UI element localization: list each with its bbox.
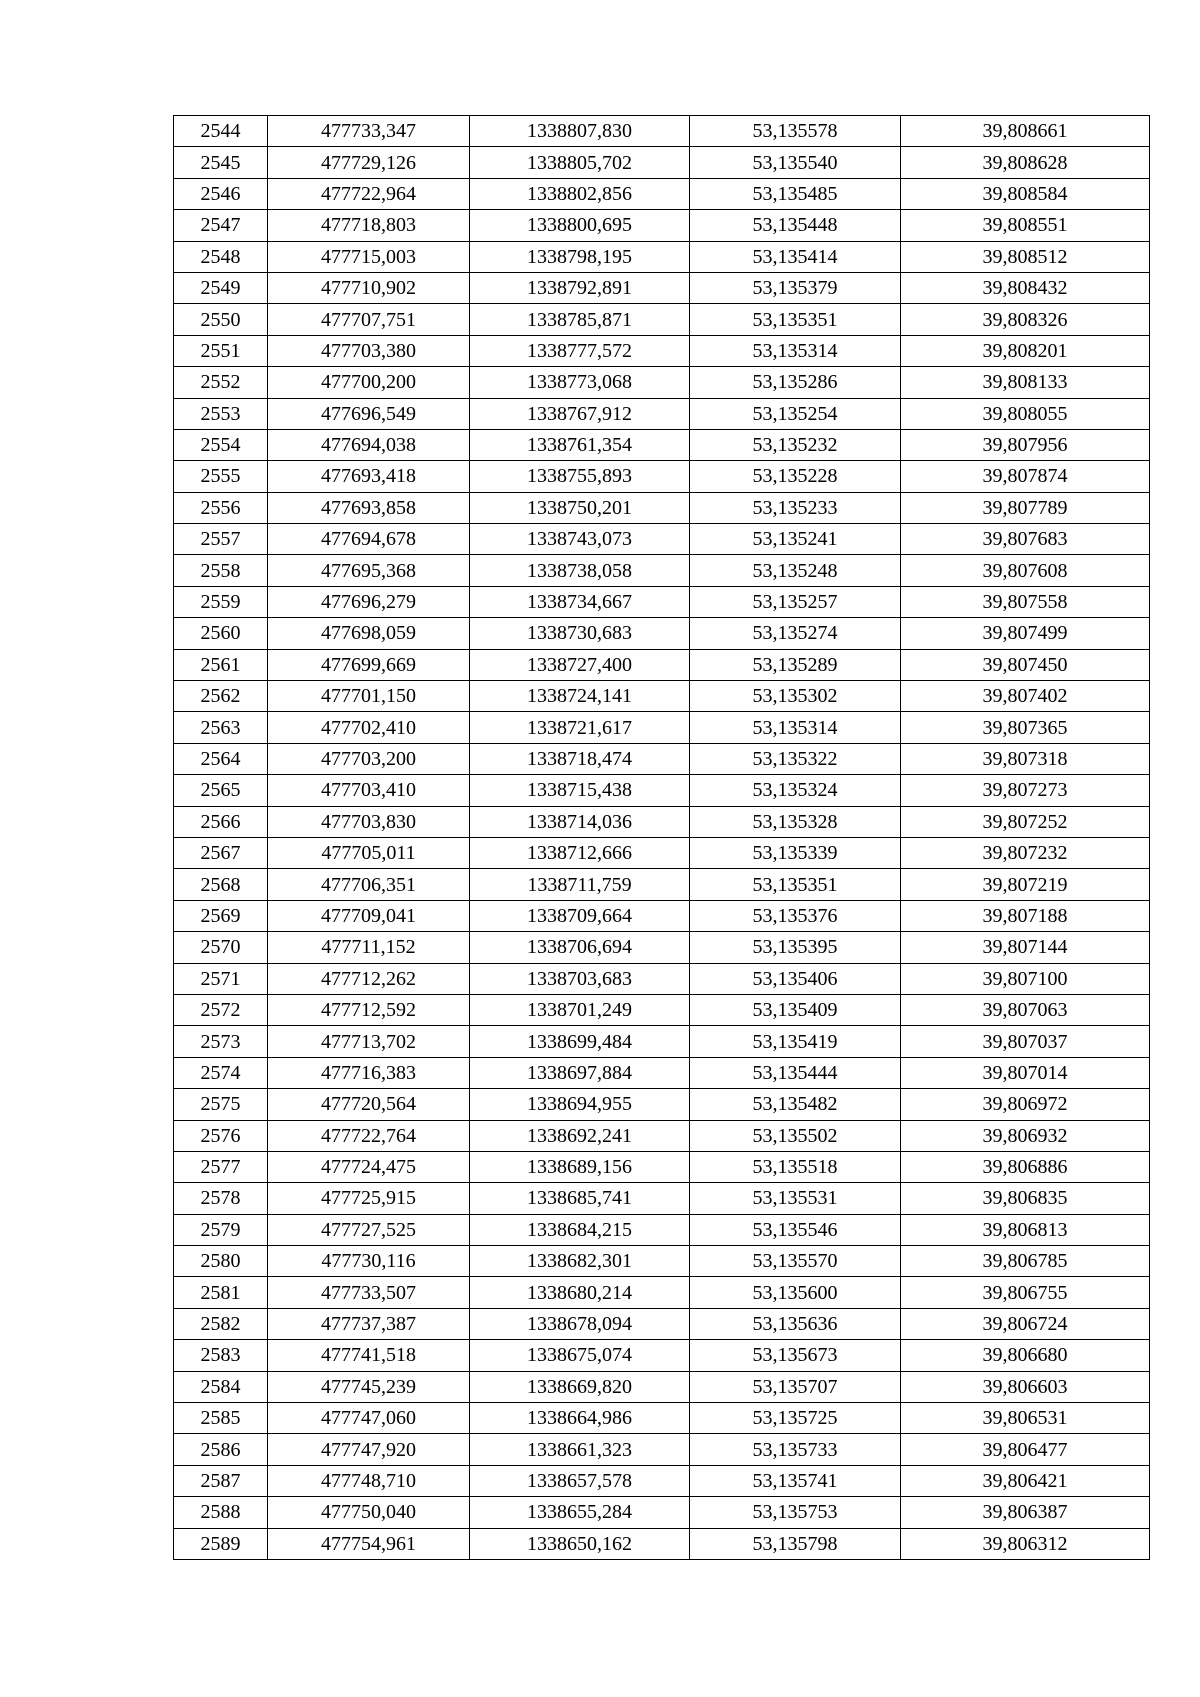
- y-coordinate-cell: 1338706,694: [470, 932, 690, 963]
- table-row: [174, 775, 1150, 806]
- latitude-cell: 53,135376: [690, 900, 901, 931]
- x-coordinate-cell: 477741,518: [268, 1340, 470, 1371]
- table-row: [174, 1120, 1150, 1151]
- table-row: [174, 555, 1150, 586]
- x-coordinate-cell: 477733,347: [268, 116, 470, 147]
- y-coordinate-cell: 1338689,156: [470, 1151, 690, 1182]
- y-coordinate-cell: 1338682,301: [470, 1246, 690, 1277]
- table-row: [174, 272, 1150, 303]
- longitude-cell: 39,807450: [901, 649, 1150, 680]
- longitude-cell: 39,807789: [901, 492, 1150, 523]
- y-coordinate-cell: 1338701,249: [470, 994, 690, 1025]
- table-row: [174, 932, 1150, 963]
- y-coordinate-cell: 1338734,667: [470, 586, 690, 617]
- point-number-cell: 2584: [174, 1371, 268, 1402]
- x-coordinate-cell: 477696,279: [268, 586, 470, 617]
- y-coordinate-cell: 1338777,572: [470, 335, 690, 366]
- longitude-cell: 39,807683: [901, 524, 1150, 555]
- table-row: [174, 241, 1150, 272]
- latitude-cell: 53,135707: [690, 1371, 901, 1402]
- x-coordinate-cell: 477706,351: [268, 869, 470, 900]
- table-row: [174, 1246, 1150, 1277]
- x-coordinate-cell: 477703,380: [268, 335, 470, 366]
- longitude-cell: 39,807014: [901, 1057, 1150, 1088]
- point-number-cell: 2587: [174, 1465, 268, 1496]
- latitude-cell: 53,135485: [690, 178, 901, 209]
- y-coordinate-cell: 1338669,820: [470, 1371, 690, 1402]
- latitude-cell: 53,135314: [690, 712, 901, 743]
- longitude-cell: 39,806387: [901, 1497, 1150, 1528]
- x-coordinate-cell: 477720,564: [268, 1089, 470, 1120]
- point-number-cell: 2572: [174, 994, 268, 1025]
- point-number-cell: 2570: [174, 932, 268, 963]
- longitude-cell: 39,807273: [901, 775, 1150, 806]
- point-number-cell: 2581: [174, 1277, 268, 1308]
- longitude-cell: 39,807063: [901, 994, 1150, 1025]
- table-row: [174, 367, 1150, 398]
- point-number-cell: 2546: [174, 178, 268, 209]
- table-row: [174, 1183, 1150, 1214]
- x-coordinate-cell: 477745,239: [268, 1371, 470, 1402]
- table-row: [174, 335, 1150, 366]
- latitude-cell: 53,135233: [690, 492, 901, 523]
- longitude-cell: 39,807037: [901, 1026, 1150, 1057]
- point-number-cell: 2583: [174, 1340, 268, 1371]
- latitude-cell: 53,135314: [690, 335, 901, 366]
- point-number-cell: 2564: [174, 743, 268, 774]
- y-coordinate-cell: 1338805,702: [470, 147, 690, 178]
- longitude-cell: 39,806477: [901, 1434, 1150, 1465]
- x-coordinate-cell: 477694,678: [268, 524, 470, 555]
- y-coordinate-cell: 1338718,474: [470, 743, 690, 774]
- point-number-cell: 2563: [174, 712, 268, 743]
- longitude-cell: 39,806755: [901, 1277, 1150, 1308]
- latitude-cell: 53,135444: [690, 1057, 901, 1088]
- x-coordinate-cell: 477724,475: [268, 1151, 470, 1182]
- longitude-cell: 39,806813: [901, 1214, 1150, 1245]
- y-coordinate-cell: 1338743,073: [470, 524, 690, 555]
- latitude-cell: 53,135414: [690, 241, 901, 272]
- point-number-cell: 2561: [174, 649, 268, 680]
- point-number-cell: 2549: [174, 272, 268, 303]
- point-number-cell: 2568: [174, 869, 268, 900]
- x-coordinate-cell: 477725,915: [268, 1183, 470, 1214]
- table-row: [174, 1528, 1150, 1559]
- table-row: [174, 869, 1150, 900]
- x-coordinate-cell: 477712,262: [268, 963, 470, 994]
- latitude-cell: 53,135302: [690, 681, 901, 712]
- point-number-cell: 2552: [174, 367, 268, 398]
- x-coordinate-cell: 477712,592: [268, 994, 470, 1025]
- y-coordinate-cell: 1338755,893: [470, 461, 690, 492]
- x-coordinate-cell: 477693,418: [268, 461, 470, 492]
- longitude-cell: 39,808512: [901, 241, 1150, 272]
- point-number-cell: 2574: [174, 1057, 268, 1088]
- y-coordinate-cell: 1338709,664: [470, 900, 690, 931]
- coordinates-table-body: [174, 116, 1150, 1560]
- y-coordinate-cell: 1338727,400: [470, 649, 690, 680]
- point-number-cell: 2576: [174, 1120, 268, 1151]
- table-row: [174, 1277, 1150, 1308]
- latitude-cell: 53,135798: [690, 1528, 901, 1559]
- x-coordinate-cell: 477694,038: [268, 429, 470, 460]
- longitude-cell: 39,807956: [901, 429, 1150, 460]
- table-row: [174, 304, 1150, 335]
- point-number-cell: 2558: [174, 555, 268, 586]
- latitude-cell: 53,135518: [690, 1151, 901, 1182]
- longitude-cell: 39,806603: [901, 1371, 1150, 1402]
- longitude-cell: 39,806421: [901, 1465, 1150, 1496]
- point-number-cell: 2557: [174, 524, 268, 555]
- longitude-cell: 39,807499: [901, 618, 1150, 649]
- table-row: [174, 1089, 1150, 1120]
- y-coordinate-cell: 1338680,214: [470, 1277, 690, 1308]
- point-number-cell: 2547: [174, 210, 268, 241]
- point-number-cell: 2553: [174, 398, 268, 429]
- table-row: [174, 1434, 1150, 1465]
- longitude-cell: 39,806972: [901, 1089, 1150, 1120]
- point-number-cell: 2555: [174, 461, 268, 492]
- y-coordinate-cell: 1338792,891: [470, 272, 690, 303]
- latitude-cell: 53,135257: [690, 586, 901, 617]
- latitude-cell: 53,135228: [690, 461, 901, 492]
- y-coordinate-cell: 1338657,578: [470, 1465, 690, 1496]
- latitude-cell: 53,135324: [690, 775, 901, 806]
- latitude-cell: 53,135395: [690, 932, 901, 963]
- point-number-cell: 2559: [174, 586, 268, 617]
- table-row: [174, 116, 1150, 147]
- latitude-cell: 53,135753: [690, 1497, 901, 1528]
- table-row: [174, 963, 1150, 994]
- table-row: [174, 492, 1150, 523]
- y-coordinate-cell: 1338730,683: [470, 618, 690, 649]
- y-coordinate-cell: 1338715,438: [470, 775, 690, 806]
- point-number-cell: 2577: [174, 1151, 268, 1182]
- longitude-cell: 39,807232: [901, 837, 1150, 868]
- x-coordinate-cell: 477729,126: [268, 147, 470, 178]
- longitude-cell: 39,806886: [901, 1151, 1150, 1182]
- x-coordinate-cell: 477750,040: [268, 1497, 470, 1528]
- point-number-cell: 2571: [174, 963, 268, 994]
- y-coordinate-cell: 1338684,215: [470, 1214, 690, 1245]
- x-coordinate-cell: 477711,152: [268, 932, 470, 963]
- point-number-cell: 2588: [174, 1497, 268, 1528]
- y-coordinate-cell: 1338694,955: [470, 1089, 690, 1120]
- table-row: [174, 743, 1150, 774]
- latitude-cell: 53,135289: [690, 649, 901, 680]
- point-number-cell: 2575: [174, 1089, 268, 1120]
- table-row: [174, 1308, 1150, 1339]
- x-coordinate-cell: 477748,710: [268, 1465, 470, 1496]
- x-coordinate-cell: 477718,803: [268, 210, 470, 241]
- longitude-cell: 39,807219: [901, 869, 1150, 900]
- x-coordinate-cell: 477722,964: [268, 178, 470, 209]
- longitude-cell: 39,807252: [901, 806, 1150, 837]
- longitude-cell: 39,808055: [901, 398, 1150, 429]
- table-row: [174, 429, 1150, 460]
- y-coordinate-cell: 1338773,068: [470, 367, 690, 398]
- latitude-cell: 53,135232: [690, 429, 901, 460]
- point-number-cell: 2580: [174, 1246, 268, 1277]
- x-coordinate-cell: 477722,764: [268, 1120, 470, 1151]
- table-row: [174, 210, 1150, 241]
- x-coordinate-cell: 477696,549: [268, 398, 470, 429]
- table-row: [174, 649, 1150, 680]
- point-number-cell: 2567: [174, 837, 268, 868]
- latitude-cell: 53,135241: [690, 524, 901, 555]
- table-row: [174, 1371, 1150, 1402]
- x-coordinate-cell: 477700,200: [268, 367, 470, 398]
- y-coordinate-cell: 1338678,094: [470, 1308, 690, 1339]
- x-coordinate-cell: 477733,507: [268, 1277, 470, 1308]
- x-coordinate-cell: 477703,200: [268, 743, 470, 774]
- table-row: [174, 461, 1150, 492]
- table-row: [174, 1214, 1150, 1245]
- x-coordinate-cell: 477705,011: [268, 837, 470, 868]
- x-coordinate-cell: 477727,525: [268, 1214, 470, 1245]
- latitude-cell: 53,135570: [690, 1246, 901, 1277]
- point-number-cell: 2544: [174, 116, 268, 147]
- latitude-cell: 53,135531: [690, 1183, 901, 1214]
- longitude-cell: 39,806835: [901, 1183, 1150, 1214]
- latitude-cell: 53,135322: [690, 743, 901, 774]
- latitude-cell: 53,135254: [690, 398, 901, 429]
- y-coordinate-cell: 1338800,695: [470, 210, 690, 241]
- table-row: [174, 837, 1150, 868]
- latitude-cell: 53,135351: [690, 304, 901, 335]
- y-coordinate-cell: 1338714,036: [470, 806, 690, 837]
- point-number-cell: 2585: [174, 1403, 268, 1434]
- point-number-cell: 2566: [174, 806, 268, 837]
- table-row: [174, 900, 1150, 931]
- y-coordinate-cell: 1338761,354: [470, 429, 690, 460]
- point-number-cell: 2569: [174, 900, 268, 931]
- y-coordinate-cell: 1338721,617: [470, 712, 690, 743]
- y-coordinate-cell: 1338685,741: [470, 1183, 690, 1214]
- longitude-cell: 39,807558: [901, 586, 1150, 617]
- longitude-cell: 39,806531: [901, 1403, 1150, 1434]
- latitude-cell: 53,135248: [690, 555, 901, 586]
- point-number-cell: 2556: [174, 492, 268, 523]
- table-row: [174, 1465, 1150, 1496]
- x-coordinate-cell: 477730,116: [268, 1246, 470, 1277]
- longitude-cell: 39,807318: [901, 743, 1150, 774]
- y-coordinate-cell: 1338798,195: [470, 241, 690, 272]
- y-coordinate-cell: 1338807,830: [470, 116, 690, 147]
- x-coordinate-cell: 477710,902: [268, 272, 470, 303]
- latitude-cell: 53,135482: [690, 1089, 901, 1120]
- y-coordinate-cell: 1338711,759: [470, 869, 690, 900]
- y-coordinate-cell: 1338785,871: [470, 304, 690, 335]
- x-coordinate-cell: 477737,387: [268, 1308, 470, 1339]
- x-coordinate-cell: 477702,410: [268, 712, 470, 743]
- longitude-cell: 39,806724: [901, 1308, 1150, 1339]
- table-row: [174, 1057, 1150, 1088]
- longitude-cell: 39,808133: [901, 367, 1150, 398]
- latitude-cell: 53,135733: [690, 1434, 901, 1465]
- point-number-cell: 2573: [174, 1026, 268, 1057]
- longitude-cell: 39,808326: [901, 304, 1150, 335]
- x-coordinate-cell: 477695,368: [268, 555, 470, 586]
- table-row: [174, 1340, 1150, 1371]
- point-number-cell: 2589: [174, 1528, 268, 1559]
- longitude-cell: 39,807100: [901, 963, 1150, 994]
- longitude-cell: 39,807365: [901, 712, 1150, 743]
- x-coordinate-cell: 477747,060: [268, 1403, 470, 1434]
- latitude-cell: 53,135578: [690, 116, 901, 147]
- table-row: [174, 994, 1150, 1025]
- table-row: [174, 712, 1150, 743]
- latitude-cell: 53,135406: [690, 963, 901, 994]
- longitude-cell: 39,806312: [901, 1528, 1150, 1559]
- longitude-cell: 39,807188: [901, 900, 1150, 931]
- latitude-cell: 53,135286: [690, 367, 901, 398]
- x-coordinate-cell: 477699,669: [268, 649, 470, 680]
- latitude-cell: 53,135540: [690, 147, 901, 178]
- y-coordinate-cell: 1338703,683: [470, 963, 690, 994]
- latitude-cell: 53,135419: [690, 1026, 901, 1057]
- y-coordinate-cell: 1338750,201: [470, 492, 690, 523]
- longitude-cell: 39,808584: [901, 178, 1150, 209]
- longitude-cell: 39,806932: [901, 1120, 1150, 1151]
- table-row: [174, 524, 1150, 555]
- longitude-cell: 39,808551: [901, 210, 1150, 241]
- y-coordinate-cell: 1338661,323: [470, 1434, 690, 1465]
- table-row: [174, 398, 1150, 429]
- x-coordinate-cell: 477703,410: [268, 775, 470, 806]
- x-coordinate-cell: 477709,041: [268, 900, 470, 931]
- y-coordinate-cell: 1338767,912: [470, 398, 690, 429]
- longitude-cell: 39,808201: [901, 335, 1150, 366]
- latitude-cell: 53,135741: [690, 1465, 901, 1496]
- y-coordinate-cell: 1338697,884: [470, 1057, 690, 1088]
- point-number-cell: 2582: [174, 1308, 268, 1339]
- y-coordinate-cell: 1338675,074: [470, 1340, 690, 1371]
- point-number-cell: 2560: [174, 618, 268, 649]
- coordinates-table: [173, 115, 1150, 1560]
- point-number-cell: 2578: [174, 1183, 268, 1214]
- point-number-cell: 2565: [174, 775, 268, 806]
- x-coordinate-cell: 477747,920: [268, 1434, 470, 1465]
- x-coordinate-cell: 477693,858: [268, 492, 470, 523]
- longitude-cell: 39,807608: [901, 555, 1150, 586]
- table-row: [174, 1497, 1150, 1528]
- table-row: [174, 1026, 1150, 1057]
- table-row: [174, 1403, 1150, 1434]
- table-row: [174, 681, 1150, 712]
- longitude-cell: 39,808432: [901, 272, 1150, 303]
- x-coordinate-cell: 477754,961: [268, 1528, 470, 1559]
- longitude-cell: 39,807874: [901, 461, 1150, 492]
- latitude-cell: 53,135339: [690, 837, 901, 868]
- latitude-cell: 53,135725: [690, 1403, 901, 1434]
- y-coordinate-cell: 1338738,058: [470, 555, 690, 586]
- latitude-cell: 53,135600: [690, 1277, 901, 1308]
- x-coordinate-cell: 477715,003: [268, 241, 470, 272]
- longitude-cell: 39,806785: [901, 1246, 1150, 1277]
- y-coordinate-cell: 1338699,484: [470, 1026, 690, 1057]
- point-number-cell: 2579: [174, 1214, 268, 1245]
- y-coordinate-cell: 1338724,141: [470, 681, 690, 712]
- latitude-cell: 53,135673: [690, 1340, 901, 1371]
- y-coordinate-cell: 1338712,666: [470, 837, 690, 868]
- longitude-cell: 39,808628: [901, 147, 1150, 178]
- latitude-cell: 53,135409: [690, 994, 901, 1025]
- table-row: [174, 586, 1150, 617]
- latitude-cell: 53,135546: [690, 1214, 901, 1245]
- y-coordinate-cell: 1338802,856: [470, 178, 690, 209]
- x-coordinate-cell: 477716,383: [268, 1057, 470, 1088]
- latitude-cell: 53,135448: [690, 210, 901, 241]
- point-number-cell: 2562: [174, 681, 268, 712]
- longitude-cell: 39,808661: [901, 116, 1150, 147]
- y-coordinate-cell: 1338655,284: [470, 1497, 690, 1528]
- latitude-cell: 53,135351: [690, 869, 901, 900]
- table-row: [174, 806, 1150, 837]
- latitude-cell: 53,135636: [690, 1308, 901, 1339]
- point-number-cell: 2545: [174, 147, 268, 178]
- latitude-cell: 53,135274: [690, 618, 901, 649]
- table-row: [174, 1151, 1150, 1182]
- point-number-cell: 2551: [174, 335, 268, 366]
- x-coordinate-cell: 477707,751: [268, 304, 470, 335]
- x-coordinate-cell: 477698,059: [268, 618, 470, 649]
- longitude-cell: 39,807144: [901, 932, 1150, 963]
- longitude-cell: 39,806680: [901, 1340, 1150, 1371]
- x-coordinate-cell: 477713,702: [268, 1026, 470, 1057]
- table-row: [174, 147, 1150, 178]
- y-coordinate-cell: 1338650,162: [470, 1528, 690, 1559]
- point-number-cell: 2550: [174, 304, 268, 335]
- latitude-cell: 53,135502: [690, 1120, 901, 1151]
- table-row: [174, 618, 1150, 649]
- longitude-cell: 39,807402: [901, 681, 1150, 712]
- point-number-cell: 2548: [174, 241, 268, 272]
- latitude-cell: 53,135328: [690, 806, 901, 837]
- x-coordinate-cell: 477703,830: [268, 806, 470, 837]
- y-coordinate-cell: 1338692,241: [470, 1120, 690, 1151]
- latitude-cell: 53,135379: [690, 272, 901, 303]
- x-coordinate-cell: 477701,150: [268, 681, 470, 712]
- point-number-cell: 2554: [174, 429, 268, 460]
- table-row: [174, 178, 1150, 209]
- point-number-cell: 2586: [174, 1434, 268, 1465]
- y-coordinate-cell: 1338664,986: [470, 1403, 690, 1434]
